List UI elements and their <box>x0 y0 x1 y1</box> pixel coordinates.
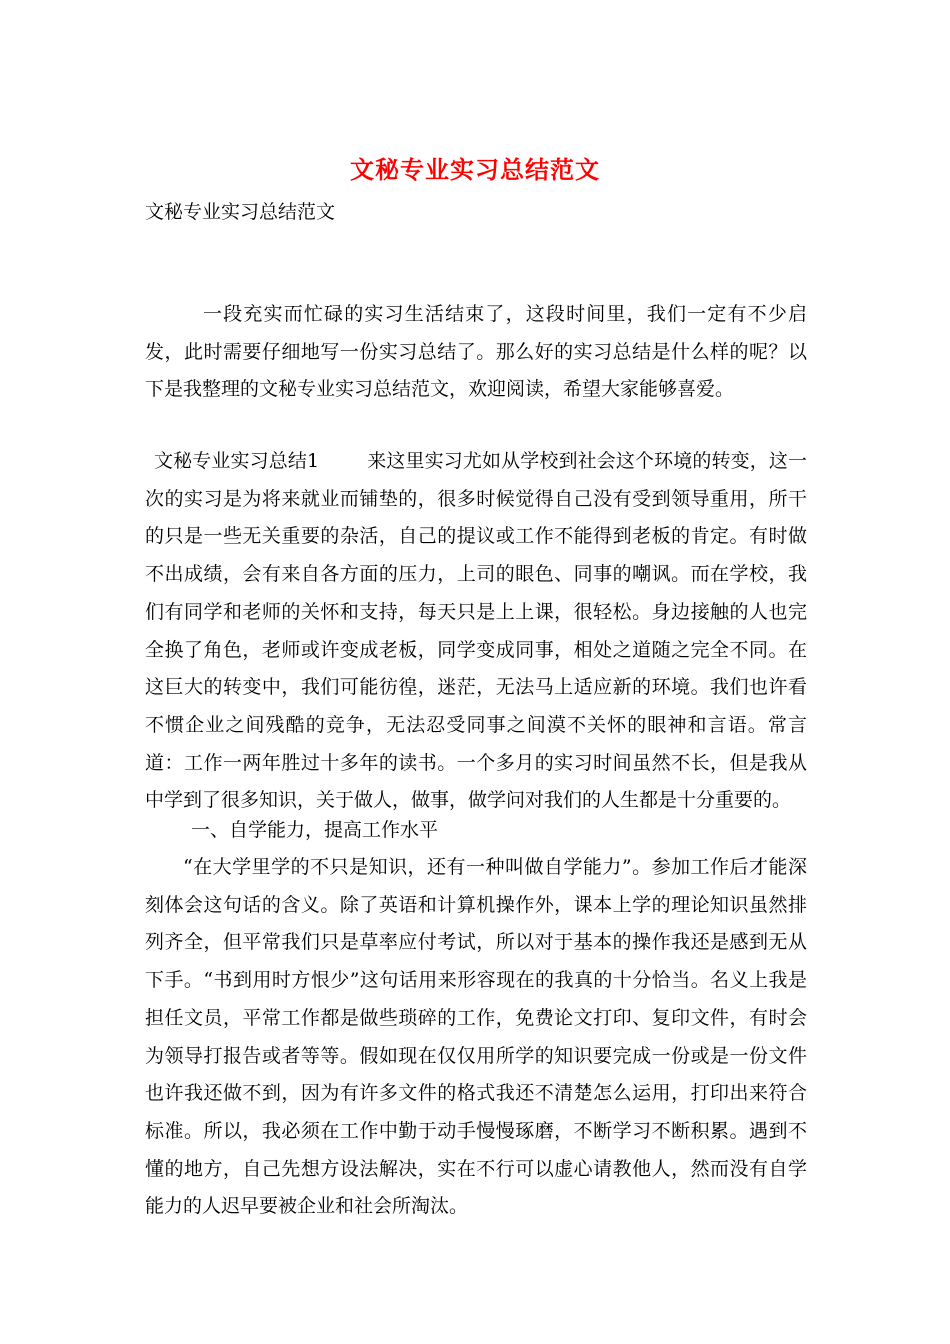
self-learning-paragraph: “在大学里学的不只是知识，还有一种叫做自学能力”。参加工作后才能深刻体会这句话的含义。除了英语和计算机操作外，课本上学的理论知识虽然排列齐全，但平常我们只是草率应付考试，所以对于基本的操作我还是感到无从下手。“书到用时方恨少”这句话用来形容现在的我真的十分恰当。名义上我是担任文员，平常工作都是做些琐碎的工作，免费论文打印、复印文件，有时会为领导打报告或者等等。假如现在仅仅用所学的知识要完成一份或是一份文件也许我还做不到，因为有许多文件的格式我还不清楚怎么运用，打印出来符合标准。所以，我必须在工作中勤于动手慢慢琢磨，不断学习不断积累。遇到不懂的地方，自己先想方设法解决，实在不行可以虚心请教他人，然而没有自学能力的人迟早要被企业和社会所淘汰。 <box>145 856 807 1218</box>
section1-body: 来这里实习尤如从学校到社会这个环境的转变，这一次的实习是为将来就业而铺垫的，很多时候觉得自己没有受到领导重用，所干的只是一些无关重要的杂活，自己的提议或工作不能得到老板的肯定。有时做不出成绩，会有来自各方面的压力，上司的眼色、同事的嘲讽。而在学校，我们有同学和老师的关怀和支持，每天只是上上课，很轻松。身边接触的人也完全换了角色，老师或许变成老板，同学变成同事，相处之道随之完全不同。在这巨大的转变中，我们可能彷徨，迷茫，无法马上适应新的环境。我们也许看不惯企业之间残酷的竞争，无法忍受同事之间漠不关怀的眼神和言语。常言道：工作一两年胜过十多年的读书。一个多月的实习时间虽然不长，但是我从中学到了很多知识，关于做人，做事，做学问对我们的人生都是十分重要的。 <box>145 450 807 812</box>
intro-paragraph: 一段充实而忙碌的实习生活结束了，这段时间里，我们一定有不少启发，此时需要仔细地写一份实习总结了。那么好的实习总结是什么样的呢？以下是我整理的文秘专业实习总结范文，欢迎阅读，希望大家能够喜爱。 <box>145 303 807 401</box>
document-title: 文秘专业实习总结范文 <box>350 155 600 184</box>
section-heading-self-learning: 一、自学能力，提高工作水平 <box>191 819 439 841</box>
section1-title: 文秘专业实习总结1 <box>154 450 320 472</box>
section1-paragraph <box>145 443 807 820</box>
document-subtitle: 文秘专业实习总结范文 <box>145 201 336 223</box>
